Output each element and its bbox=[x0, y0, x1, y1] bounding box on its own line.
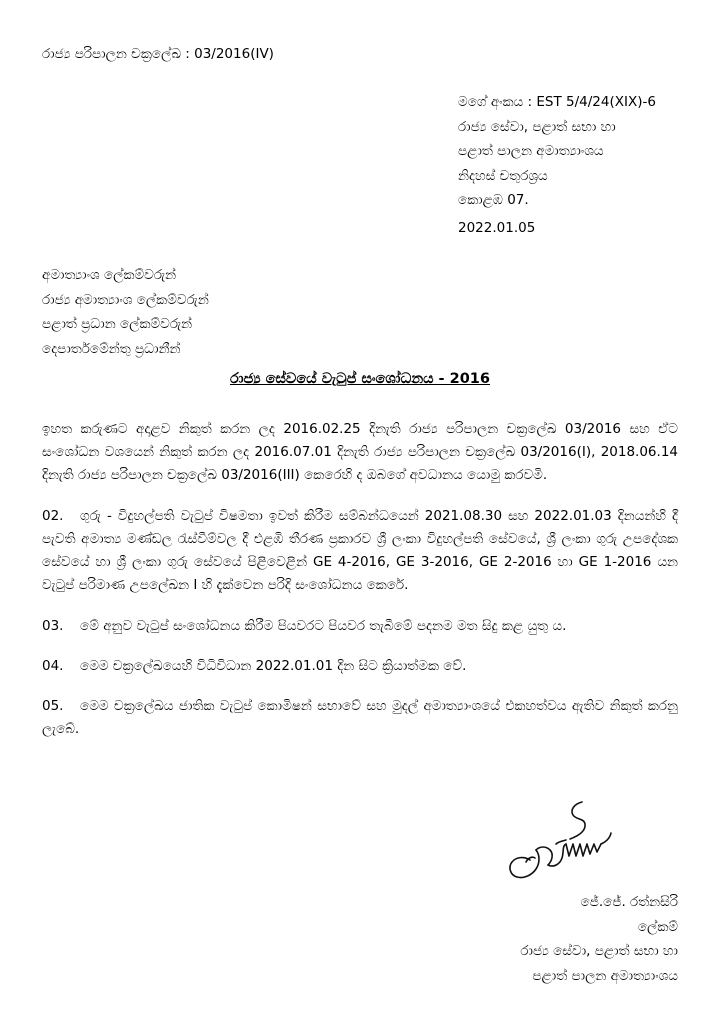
sender-address-line: පළාත් පාලන අමාත්‍යාංශය bbox=[458, 143, 604, 160]
recipient-line: පළාත් ප්‍රධාන ලේකම්වරුන් bbox=[42, 316, 193, 333]
handwritten-signature-icon bbox=[470, 798, 620, 890]
paragraph-text: මෙම චක්‍රලේඛය ජාතික වැටුප් කොමිෂන් සභාවේ සහ මුදල් අමාත්‍යාංශයේ එකහත්වය ඇතිව නිකුත් කරනු ලැබේ. bbox=[42, 697, 678, 738]
signatory-block bbox=[0, 890, 678, 988]
sender-address-line: රාජ්‍ය සේවා, පළාත් සභා හා bbox=[458, 118, 616, 135]
paragraph-number: 03. bbox=[42, 617, 64, 634]
paragraph-number: 02. bbox=[42, 507, 64, 524]
paragraph-3 bbox=[42, 615, 678, 638]
signature-block bbox=[0, 798, 678, 890]
signatory-designation: ලේකම් bbox=[637, 918, 678, 935]
recipient-line: රාජ්‍ය අමාත්‍යාංශ ලේකම්වරුන් bbox=[42, 291, 209, 308]
paragraph-number: 04. bbox=[42, 657, 64, 674]
paragraph-text: මේ අනුව වැටුප් සංශෝධනය කිරීම පියවරට පියවර තැබීමේ පදනම මත සිදු කළ යුතු ය. bbox=[80, 617, 567, 634]
sender-address-line: මගේ අංකය : EST 5/4/24(XIX)-6 bbox=[458, 94, 656, 110]
document-body bbox=[42, 418, 678, 758]
document-date: 2022.01.05 bbox=[458, 220, 536, 236]
paragraph-text: ඉහත කරුණට අදාළව නිකුත් කරන ලද 2016.02.25 දිනැති රාජ්‍ය පරිපාලන චක්‍රලේඛ 03/2016 සහ ඒට සංශෝධන වශයෙන් නිකුත් කරන ලද 2016.07.01 දිනැති රාජ්‍ය පරිපාලන චක්‍රලේඛ 03/2016(I), 2018.06.14 දිනැති රාජ්‍ය පරිපාලන චක්‍රලේඛ 03/2016(III) කෙරෙහි ද ඔබගේ අවධානය යොමු කරවමි. bbox=[42, 421, 678, 484]
sender-address-line: නිදහස් චතුරශ්‍රය bbox=[458, 167, 548, 184]
paragraph-text: ගුරු - විදුහල්පති වැටුප් විෂමතා ඉවත් කිරීම සම්බන්ධයෙන් 2021.08.30 සහ 2022.01.03 දිනයන්හි දී පැවති අමාත්‍ය මණ්ඩල රැස්වීම්වල දී එළඹි තීරණ ප්‍රකාරව ශ්‍රී ලංකා විදුහල්පති සේවයේ, ශ්‍රී ලංකා ගුරු උපදේශක සේවයේ හා ශ්‍රී ලංකා ගුරු සේවයේ පිළිවෙළින් GE 4-2016, GE 3-2016, GE 2-2016 හා GE 1-2016 යන වැටුප් පරිමාණ උපලේඛන I හි දැක්වෙන පරිදි සංශෝධනය කෙරේ. bbox=[42, 507, 678, 594]
paragraph-4 bbox=[42, 655, 678, 678]
signatory-ministry-line: පළාත් පාලන අමාත්‍යාංශය bbox=[532, 967, 678, 984]
paragraph-2 bbox=[42, 505, 678, 598]
paragraph-5 bbox=[42, 695, 678, 741]
circular-number: රාජ්‍ය පරිපාලන චක්‍රලේඛ : 03/2016(IV) bbox=[42, 46, 274, 62]
sender-address-line: කොළඹ 07. bbox=[458, 192, 529, 209]
signatory-name: ජේ.ජේ. රත්නසිරි bbox=[580, 894, 678, 910]
paragraph-text: මෙම චක්‍රලේඛයෙහි විධිවිධාන 2022.01.01 දින සිට ක්‍රියාත්මක වේ. bbox=[80, 657, 467, 674]
signature-area bbox=[0, 798, 678, 988]
recipient-line: දෙපාර්තමේන්තු ප්‍රධානීන් bbox=[42, 340, 181, 357]
paragraph-number: 05. bbox=[42, 697, 64, 714]
page-title: රාජ්‍ය සේවයේ වැටුප් සංශෝධනය - 2016 bbox=[230, 371, 490, 387]
sender-address-block bbox=[458, 90, 656, 213]
recipient-list bbox=[42, 263, 209, 361]
recipient-line: අමාත්‍යාංශ ලේකම්වරුන් bbox=[42, 267, 177, 283]
paragraph-1 bbox=[42, 418, 678, 488]
signatory-ministry-line: රාජ්‍ය සේවා, පළාත් සභා හා bbox=[520, 943, 678, 960]
